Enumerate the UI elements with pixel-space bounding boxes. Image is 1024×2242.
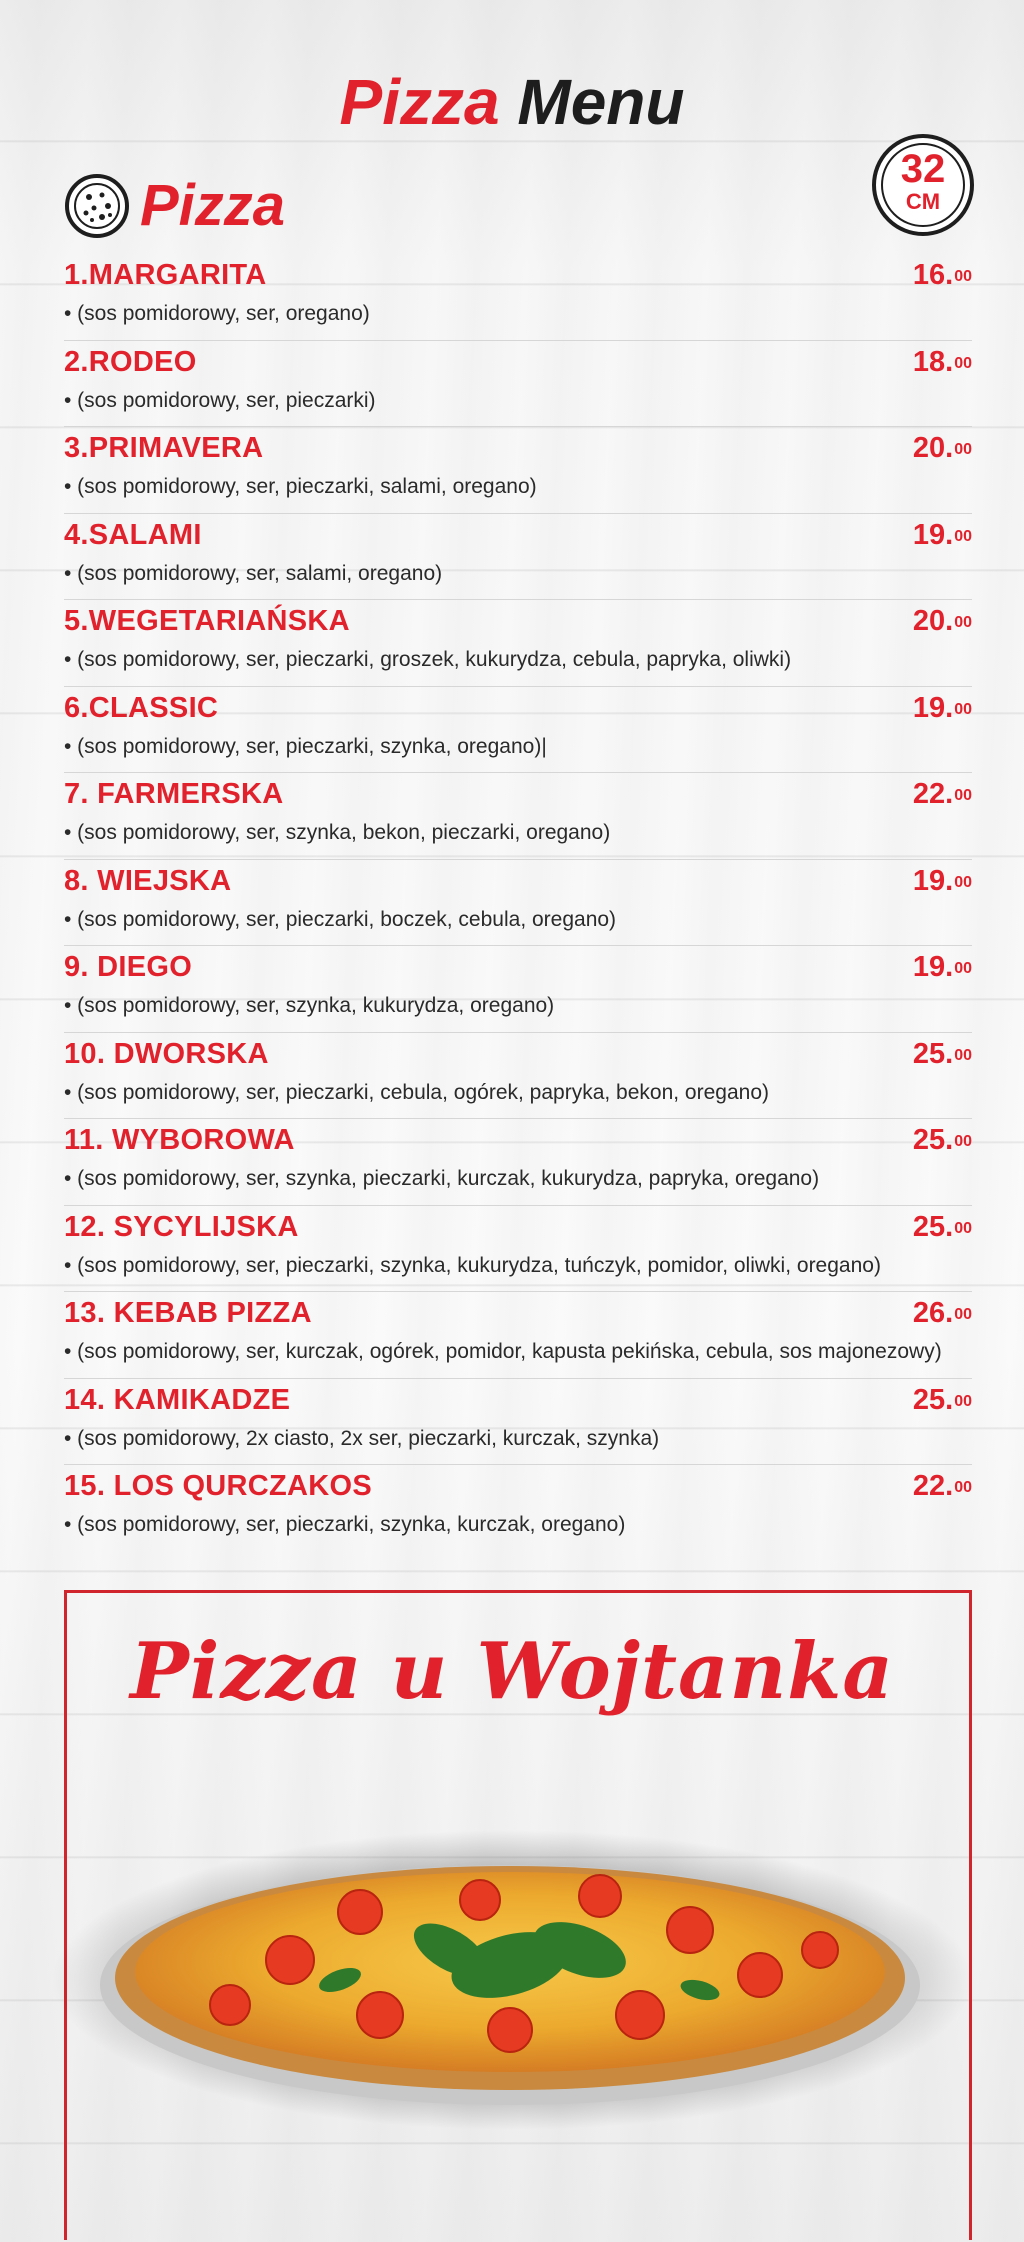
item-ingredients: • (sos pomidorowy, ser, kurczak, ogórek, pomidor, kapusta pekińska, cebula, sos majonezowy)	[64, 1340, 942, 1363]
menu-item	[64, 860, 972, 947]
item-ingredients: • (sos pomidorowy, ser, pieczarki, szynka, kukurydza, tuńczyk, pomidor, oliwki, oregano)	[64, 1253, 881, 1277]
menu-item	[64, 1033, 972, 1120]
item-ingredients: • (sos pomidorowy, ser, szynka, bekon, pieczarki, oregano)	[64, 821, 611, 844]
item-ingredients: • (sos pomidorowy, ser, szynka, kukurydza, oregano)	[64, 994, 555, 1017]
item-ingredients: • (sos pomidorowy, ser, pieczarki)	[64, 388, 376, 412]
item-price: 25.00	[912, 1383, 972, 1416]
item-price: 22.00	[912, 1470, 972, 1502]
section-header	[64, 168, 285, 244]
item-name: 4.SALAMI	[64, 518, 202, 551]
item-price: 22.00	[912, 778, 972, 810]
menu-item	[64, 687, 972, 774]
menu-list	[64, 254, 972, 1552]
item-price: 19.00	[912, 951, 972, 983]
item-name: 14. KAMIKADZE	[64, 1383, 291, 1416]
item-price: 25.00	[912, 1037, 972, 1070]
item-ingredients: • (sos pomidorowy, ser, pieczarki, szynka, kurczak, oregano)	[64, 1513, 626, 1536]
size-number: 32	[900, 147, 946, 191]
menu-item	[64, 427, 972, 514]
item-ingredients: • (sos pomidorowy, 2x ciasto, 2x ser, pieczarki, kurczak, szynka)	[64, 1426, 660, 1450]
pizza-image	[40, 1800, 984, 2130]
menu-item	[64, 254, 972, 341]
item-price: 26.00	[912, 1297, 972, 1329]
item-name: 3.PRIMAVERA	[64, 432, 264, 464]
item-price: 20.00	[912, 432, 972, 464]
item-name: 8. WIEJSKA	[64, 864, 232, 897]
item-name: 9. DIEGO	[64, 951, 193, 983]
item-price: 16.00	[912, 259, 972, 291]
item-ingredients: • (sos pomidorowy, ser, salami, oregano)	[64, 561, 443, 585]
page-title-rest: Menu	[517, 66, 685, 138]
item-name: 2.RODEO	[64, 345, 197, 378]
menu-item	[64, 946, 972, 1033]
menu-item	[64, 1292, 972, 1379]
item-ingredients: • (sos pomidorowy, ser, oregano)	[64, 302, 370, 325]
item-ingredients: • (sos pomidorowy, ser, pieczarki, cebula, ogórek, papryka, bekon, oregano)	[64, 1080, 769, 1104]
item-ingredients: • (sos pomidorowy, ser, pieczarki, salami, oregano)	[64, 475, 537, 498]
page-title	[0, 62, 1024, 142]
item-price: 25.00	[912, 1124, 972, 1156]
menu-item	[64, 773, 972, 860]
size-badge	[872, 134, 974, 236]
item-name: 11. WYBOROWA	[64, 1124, 295, 1156]
item-name: 15. LOS QURCZAKOS	[64, 1470, 373, 1502]
menu-item	[64, 1206, 972, 1293]
item-price: 20.00	[912, 605, 972, 637]
item-price: 18.00	[912, 345, 972, 378]
item-ingredients: • (sos pomidorowy, ser, szynka, pieczarki, kurczak, kukurydza, papryka, oregano)	[64, 1167, 820, 1190]
menu-item	[64, 341, 972, 428]
item-price: 19.00	[912, 691, 972, 724]
menu-item	[64, 1379, 972, 1466]
menu-item	[64, 1465, 972, 1552]
item-name: 5.WEGETARIAŃSKA	[64, 605, 350, 637]
item-price: 19.00	[912, 864, 972, 897]
item-ingredients: • (sos pomidorowy, ser, pieczarki, groszek, kukurydza, cebula, papryka, oliwki)	[64, 648, 792, 671]
item-name: 12. SYCYLIJSKA	[64, 1210, 299, 1243]
menu-item	[64, 600, 972, 687]
item-name: 13. KEBAB PIZZA	[64, 1297, 312, 1329]
menu-item	[64, 514, 972, 601]
section-title: Pizza	[140, 173, 286, 238]
item-price: 25.00	[912, 1210, 972, 1243]
item-name: 1.MARGARITA	[64, 259, 267, 291]
item-price: 19.00	[912, 518, 972, 551]
item-name: 7. FARMERSKA	[64, 778, 284, 810]
size-unit: CM	[905, 189, 941, 214]
item-ingredients: • (sos pomidorowy, ser, pieczarki, szynka, oregano)|	[64, 734, 547, 758]
menu-item	[64, 1119, 972, 1206]
pizza-icon	[64, 173, 130, 239]
item-name: 6.CLASSIC	[64, 691, 219, 724]
item-name: 10. DWORSKA	[64, 1037, 269, 1070]
item-ingredients: • (sos pomidorowy, ser, pieczarki, boczek, cebula, oregano)	[64, 907, 617, 931]
brand-name: Pizza u Wojtanka	[130, 1626, 894, 1717]
page-title-accent: Pizza	[339, 66, 500, 138]
